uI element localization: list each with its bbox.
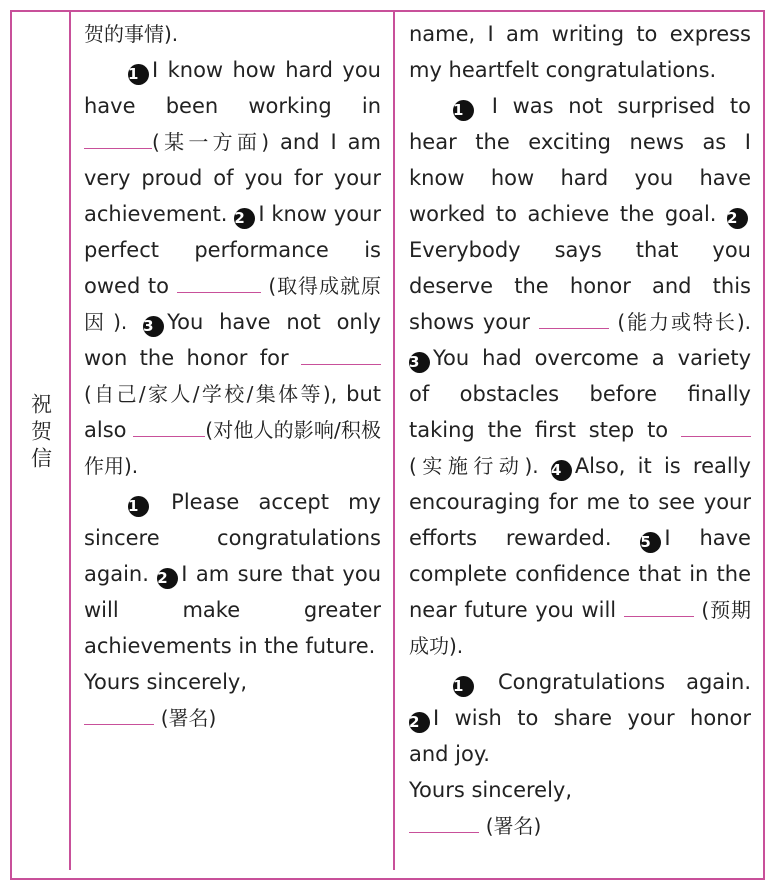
fill-in-blank[interactable] xyxy=(133,416,205,437)
sentence-text: and I am very proud of you for your achievement. xyxy=(84,130,381,226)
fill-in-blank[interactable] xyxy=(84,128,152,149)
number-badge: 1 xyxy=(453,100,474,121)
number-badge: 2 xyxy=(727,208,748,229)
sentence-text: I have complete confidence that in the near future you will xyxy=(409,526,751,622)
sentence-text: I know how hard you have been working in xyxy=(84,58,381,118)
fill-in-blank[interactable] xyxy=(177,272,261,293)
right-paragraph-2 xyxy=(409,88,751,664)
left-column xyxy=(84,16,381,736)
number-badge: 4 xyxy=(551,460,572,481)
number-badge: 2 xyxy=(409,712,430,733)
left-paragraph-1: 贺的事情). xyxy=(84,22,179,46)
blank-hint: (某一方面) xyxy=(152,130,270,154)
fill-in-blank[interactable] xyxy=(301,344,381,365)
left-paragraph-3 xyxy=(84,484,381,664)
signature-hint: (署名) xyxy=(485,814,542,838)
sentence-text: I know your perfect performance is owed to xyxy=(84,202,381,298)
left-paragraph-2 xyxy=(84,52,381,484)
right-column xyxy=(409,16,751,844)
fill-in-blank[interactable] xyxy=(539,308,609,329)
blank-hint: (预期成功). xyxy=(409,598,751,658)
closing-line: Yours sincerely, xyxy=(409,778,573,802)
sentence-text: Also, it is really encouraging for me to see your efforts rewarded. xyxy=(409,454,751,550)
blank-hint: (自己/家人/学校/集体等), xyxy=(84,382,338,406)
sentence-text: I am sure that you will make greater achievements in the future. xyxy=(84,562,382,658)
row-label: 祝贺信 xyxy=(28,393,53,474)
fill-in-blank[interactable] xyxy=(624,596,694,617)
right-paragraph-1: name, I am writing to express my heartfelt congratulations. xyxy=(409,22,751,82)
sentence-text: but also xyxy=(84,382,381,442)
blank-hint: (实施行动). xyxy=(409,454,539,478)
number-badge: 2 xyxy=(157,568,178,589)
sentence-text: I was not surprised to hear the exciting news as I know how hard you have worked to achieve the goal. xyxy=(409,94,751,226)
number-badge: 2 xyxy=(234,208,255,229)
row-label-cell xyxy=(12,10,69,857)
fill-in-blank[interactable] xyxy=(681,416,751,437)
sentence-text: You had overcome a variety of obstacles before finally taking the first step to xyxy=(409,346,751,442)
closing-line: Yours sincerely, xyxy=(84,670,248,694)
signature-blank[interactable] xyxy=(84,704,154,725)
signature-blank[interactable] xyxy=(409,812,479,833)
number-badge: 1 xyxy=(453,676,474,697)
sentence-text: I wish to share your honor and joy. xyxy=(409,706,751,766)
number-badge: 1 xyxy=(128,64,149,85)
number-badge: 5 xyxy=(640,532,661,553)
sentence-text: Please accept my sincere congratulations again. xyxy=(84,490,381,586)
signature-line xyxy=(84,700,381,736)
column-divider-middle xyxy=(393,10,395,870)
sentence-text: Everybody says that you deserve the honor and this shows your xyxy=(409,238,751,334)
column-divider-label xyxy=(69,10,71,870)
blank-hint: (取得成就原因). xyxy=(84,274,381,334)
sentence-text: Congratulations again. xyxy=(477,670,751,694)
blank-hint: (对他人的影响/积极作用). xyxy=(84,418,381,478)
right-paragraph-3 xyxy=(409,664,751,772)
blank-hint: (能力或特长). xyxy=(617,310,751,334)
number-badge: 1 xyxy=(128,496,149,517)
number-badge: 3 xyxy=(143,316,164,337)
number-badge: 3 xyxy=(409,352,430,373)
signature-hint: (署名) xyxy=(160,706,217,730)
signature-line xyxy=(409,808,751,844)
sentence-text: You have not only won the honor for xyxy=(84,310,381,370)
